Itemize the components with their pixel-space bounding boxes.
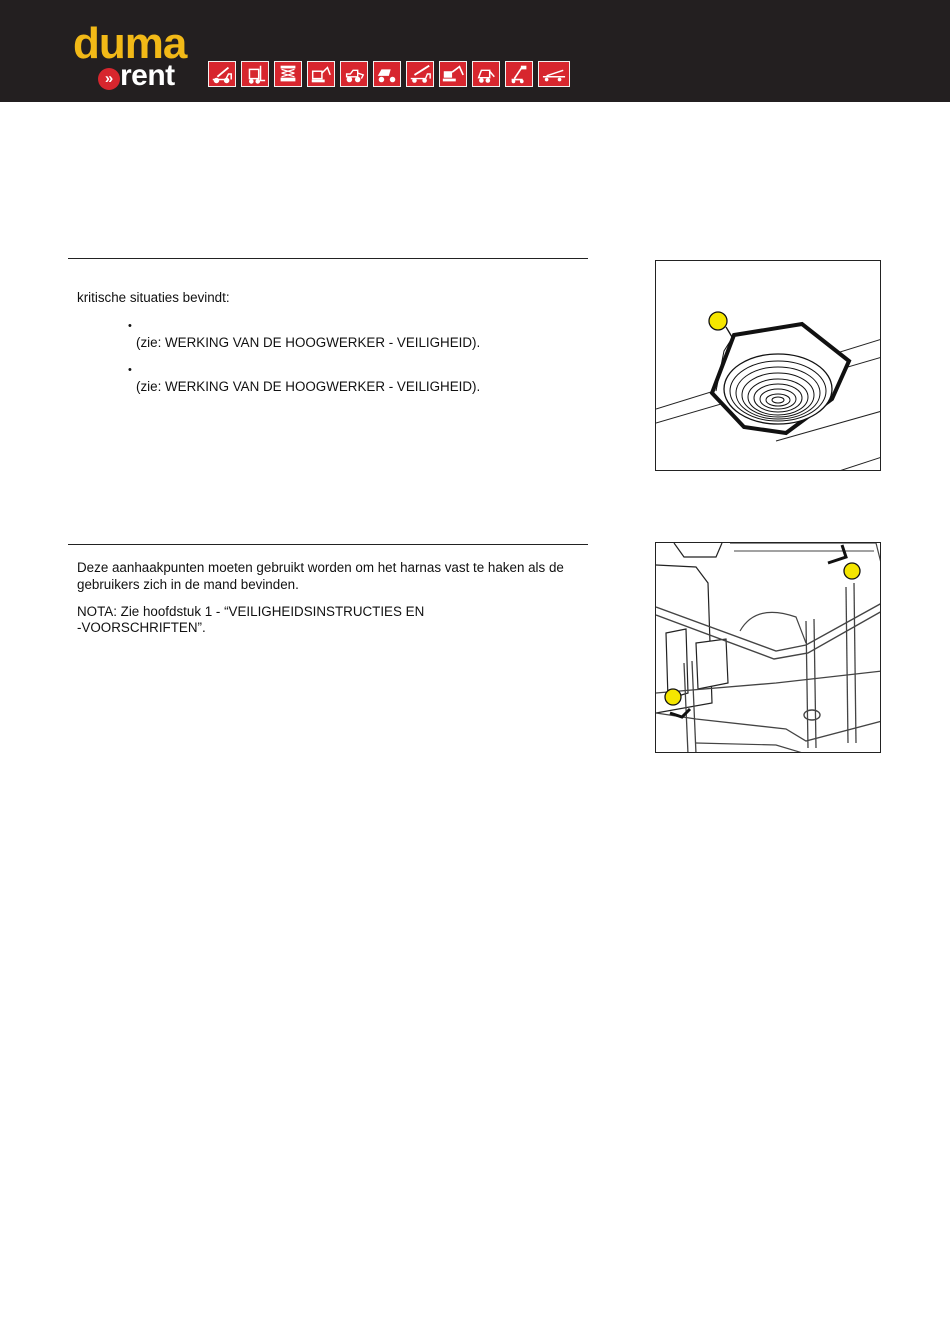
nota-line-2: -VOORSCHRIFTEN”. <box>77 620 206 635</box>
bullet-2-text: (zie: WERKING VAN DE HOOGWERKER - VEILIGHEID). <box>136 379 481 394</box>
section-2-divider <box>68 544 588 545</box>
wheel-loader-icon <box>340 61 368 87</box>
basket-anchor-illustration <box>655 542 881 753</box>
excavator-icon <box>439 61 467 87</box>
mini-excavator-icon <box>307 61 335 87</box>
logo-rent-text: rent <box>120 59 175 92</box>
forklift-icon <box>241 61 269 87</box>
bullet-1-text: (zie: WERKING VAN DE HOOGWERKER - VEILIGHEID). <box>136 335 481 350</box>
section-1-intro: kritische situaties bevindt: <box>77 290 230 305</box>
dumper-icon <box>373 61 401 87</box>
boom-lift-icon <box>505 61 533 87</box>
bullet-1-marker: • <box>128 320 132 332</box>
header-bar <box>0 0 950 102</box>
logo-arrow-mark: » <box>98 68 120 90</box>
telehandler-icon <box>208 61 236 87</box>
bullet-2-marker: • <box>128 364 132 376</box>
aerial-platform-icon <box>538 61 570 87</box>
crane-icon <box>406 61 434 87</box>
section-1-divider <box>68 258 588 259</box>
logo-duma-text: duma <box>73 19 187 68</box>
beacon-illustration <box>655 260 881 471</box>
scissor-lift-icon <box>274 61 302 87</box>
section-2-paragraph: Deze aanhaakpunten moeten gebruikt worden om het harnas vast te haken als de gebruikers zich in de mand bevinden. <box>77 560 564 592</box>
nota-line-1: NOTA: Zie hoofdstuk 1 - “VEILIGHEIDSINSTRUCTIES EN <box>77 604 425 619</box>
compact-loader-icon <box>472 61 500 87</box>
